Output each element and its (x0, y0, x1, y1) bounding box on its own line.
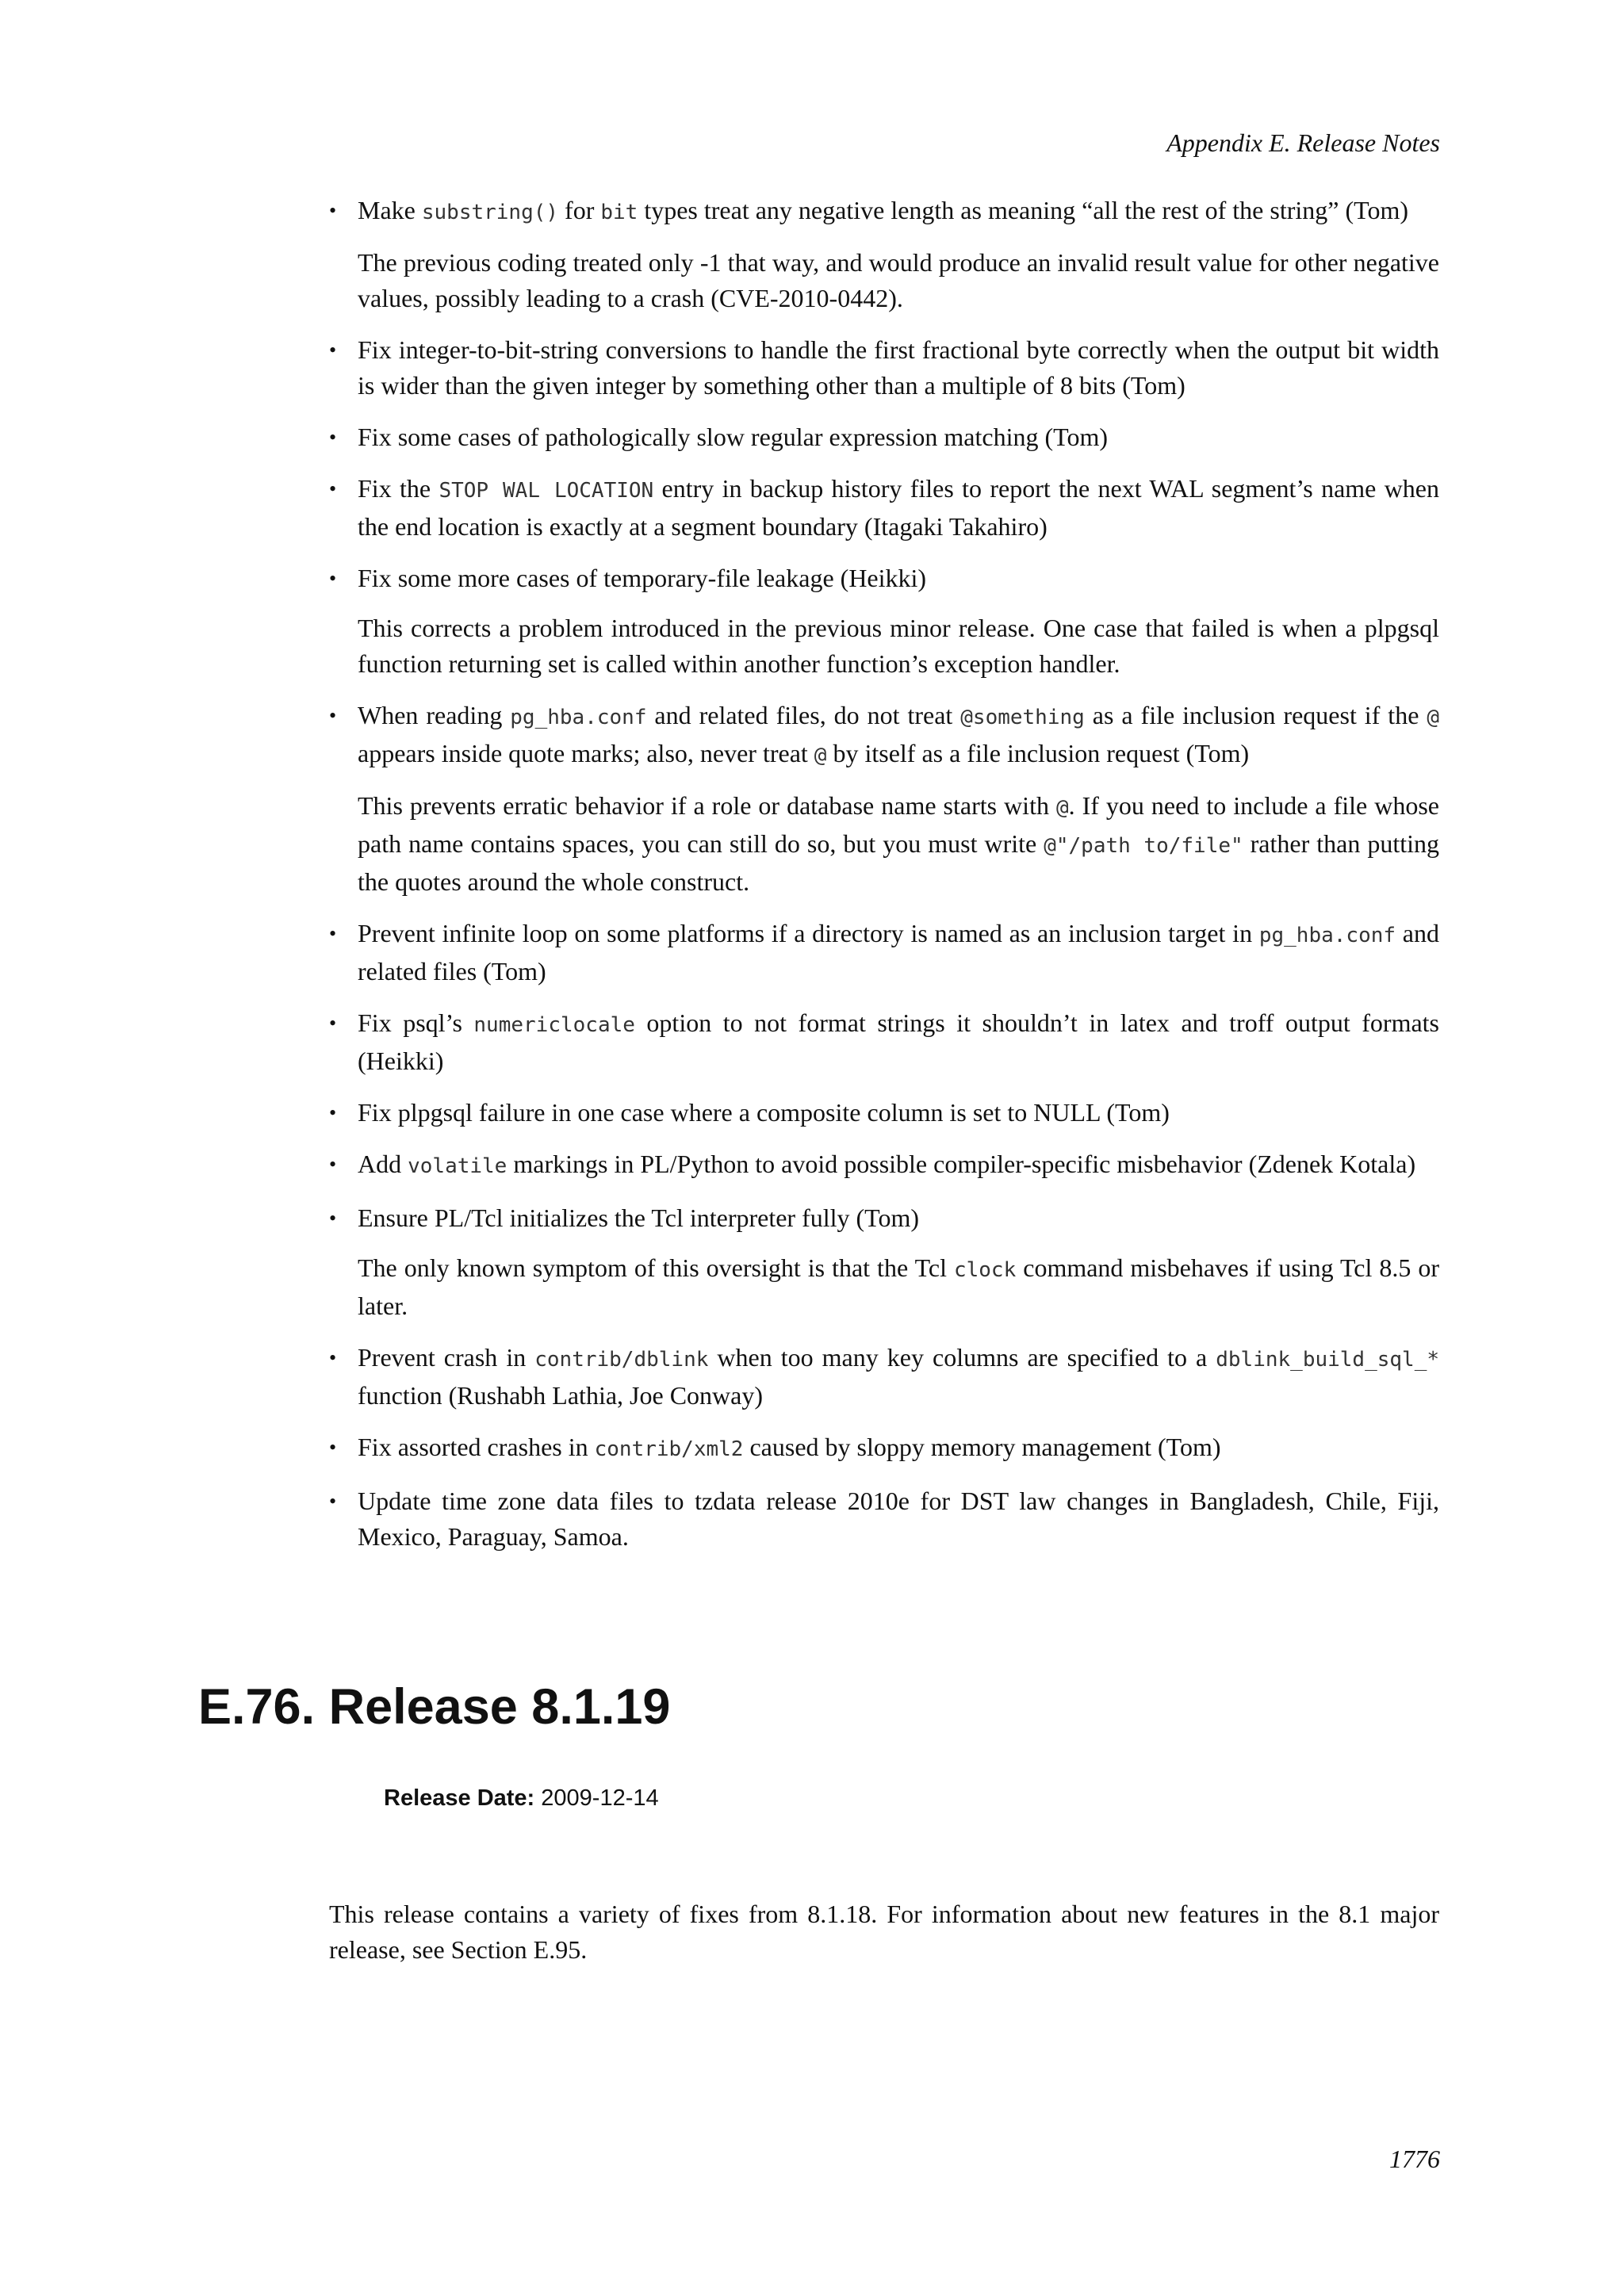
text-run: caused by sloppy memory management (Tom) (743, 1433, 1221, 1461)
text-run: by itself as a file inclusion request (Tom) (826, 739, 1250, 767)
item-text: • Update time zone data files to tzdata release 2010e for DST law changes in Bangladesh, Chile, Fiji, Mexico, Paraguay, Samoa. (358, 1487, 1439, 1551)
code-term: @ (1055, 796, 1069, 820)
text-run: when too many key columns are specified to a (708, 1343, 1216, 1372)
list-item (329, 419, 1439, 455)
code-term: contrib/dblink (534, 1348, 709, 1372)
page-number: 1776 (1389, 2145, 1440, 2173)
item-text (358, 1429, 1439, 1468)
text-run: types treat any negative length as meaning “all the rest of the string” (Tom) (638, 196, 1408, 224)
code-term: pg_hba.conf (1258, 924, 1396, 947)
list-item (329, 1095, 1439, 1131)
text-run: and related files (Tom) (358, 919, 1440, 985)
code-term: bit (600, 201, 638, 224)
release-date-label: Release Date: (384, 1785, 535, 1811)
list-item (329, 1429, 1439, 1468)
text-run: This prevents erratic behavior if a role or database name starts with (358, 791, 1056, 820)
text-run: and related files, do not treat (646, 701, 961, 729)
list-item (329, 1200, 1439, 1324)
text-run: function (Rushabh Lathia, Joe Conway) (358, 1381, 763, 1410)
item-detail (358, 1250, 1439, 1324)
code-term: volatile (408, 1154, 508, 1178)
item-text: • Fix plpgsql failure in one case where a composite column is set to NULL (Tom) (358, 1098, 1170, 1127)
list-item (329, 193, 1439, 316)
text-run: as a file inclusion request if the (1084, 701, 1427, 729)
running-header: Appendix E. Release Notes (1166, 128, 1440, 157)
code-term: @"/path to/file" (1044, 834, 1243, 858)
code-term: @ (814, 744, 827, 767)
intro-text: This release contains a variety of fixes from 8.1.18. For information about new features in the 8.1 major release, see Section E.95. (329, 1900, 1439, 1964)
text-run: Prevent crash in (358, 1343, 535, 1372)
text-run: Fix the (358, 474, 439, 503)
code-term: numericlocale (473, 1013, 635, 1037)
item-text: • Fix integer-to-bit-string conversions to handle the first fractional byte correctly when the output bit width is wider than the given integer by something other than a multiple of 8 bits (Tom) (358, 335, 1439, 400)
code-term: @something (960, 706, 1085, 729)
list-item (329, 332, 1439, 404)
text-run: Add (358, 1150, 408, 1178)
text-run: Make (358, 196, 422, 224)
text-run: When reading (358, 701, 511, 729)
text-run: rather than putting the quotes around the whole construct. (358, 829, 1440, 896)
text-run: entry in backup history files to report the next WAL segment’s name when the end location is exactly at a segment boundary (Itagaki Takahiro) (358, 474, 1440, 541)
release-notes-list (329, 193, 1439, 1571)
code-term: clock (953, 1258, 1017, 1282)
code-term: @ (1427, 706, 1440, 729)
text-run: Prevent infinite loop on some platforms if a directory is named as an inclusion target in (358, 919, 1259, 947)
item-text (358, 1146, 1439, 1184)
section-title: E.76. Release 8.1.19 (198, 1679, 671, 1735)
code-term: substring() (421, 201, 559, 224)
code-term: STOP WAL LOCATION (439, 479, 654, 503)
text-run: Fix assorted crashes in (358, 1433, 595, 1461)
text-run: for (558, 196, 601, 224)
item-text (358, 471, 1439, 545)
text-run: option to not format strings it shouldn’t in latex and troff output formats (Heikki) (358, 1008, 1439, 1075)
item-detail: The previous coding treated only -1 that way, and would produce an invalid result value for other negative values, possibly leading to a crash (CVE-2010-0442). (358, 248, 1439, 312)
list-item (329, 1483, 1439, 1555)
item-text (358, 193, 1439, 231)
item-text (358, 1005, 1439, 1079)
text-run: markings in PL/Python to avoid possible compiler-specific misbehavior (Zdenek Kotala) (507, 1150, 1416, 1178)
list-item (329, 1146, 1439, 1184)
text-run: . If you need to include a file whose path name contains spaces, you can still do so, but you must write (358, 791, 1440, 858)
item-text: • Ensure PL/Tcl initializes the Tcl interpreter fully (Tom) (358, 1203, 920, 1232)
list-item (329, 1340, 1439, 1414)
text-run: The only known symptom of this oversight is that the Tcl (358, 1253, 954, 1282)
text-run: Fix psql’s (358, 1008, 474, 1037)
code-term: contrib/xml2 (594, 1437, 744, 1461)
item-detail: This corrects a problem introduced in the previous minor release. One case that failed is when a plpgsql function returning set is called within another function’s exception handler. (358, 614, 1439, 678)
item-text: • Fix some more cases of temporary-file leakage (Heikki) (358, 564, 927, 592)
item-detail (358, 788, 1439, 900)
release-date-value: 2009-12-14 (541, 1785, 659, 1811)
text-run: command misbehaves if using Tcl 8.5 or later. (358, 1253, 1440, 1320)
list-item (329, 561, 1439, 682)
text-run: appears inside quote marks; also, never treat (358, 739, 814, 767)
item-text (358, 698, 1439, 774)
release-date (384, 1784, 659, 1812)
code-term: dblink_build_sql_* (1216, 1348, 1440, 1372)
item-text: • Fix some cases of pathologically slow regular expression matching (Tom) (358, 423, 1108, 451)
item-text (358, 1340, 1439, 1414)
list-item (329, 916, 1439, 989)
item-text (358, 916, 1439, 989)
section-intro (329, 1896, 1439, 1968)
list-item (329, 471, 1439, 545)
list-item (329, 1005, 1439, 1079)
code-term: pg_hba.conf (510, 706, 647, 729)
list-item (329, 698, 1439, 900)
